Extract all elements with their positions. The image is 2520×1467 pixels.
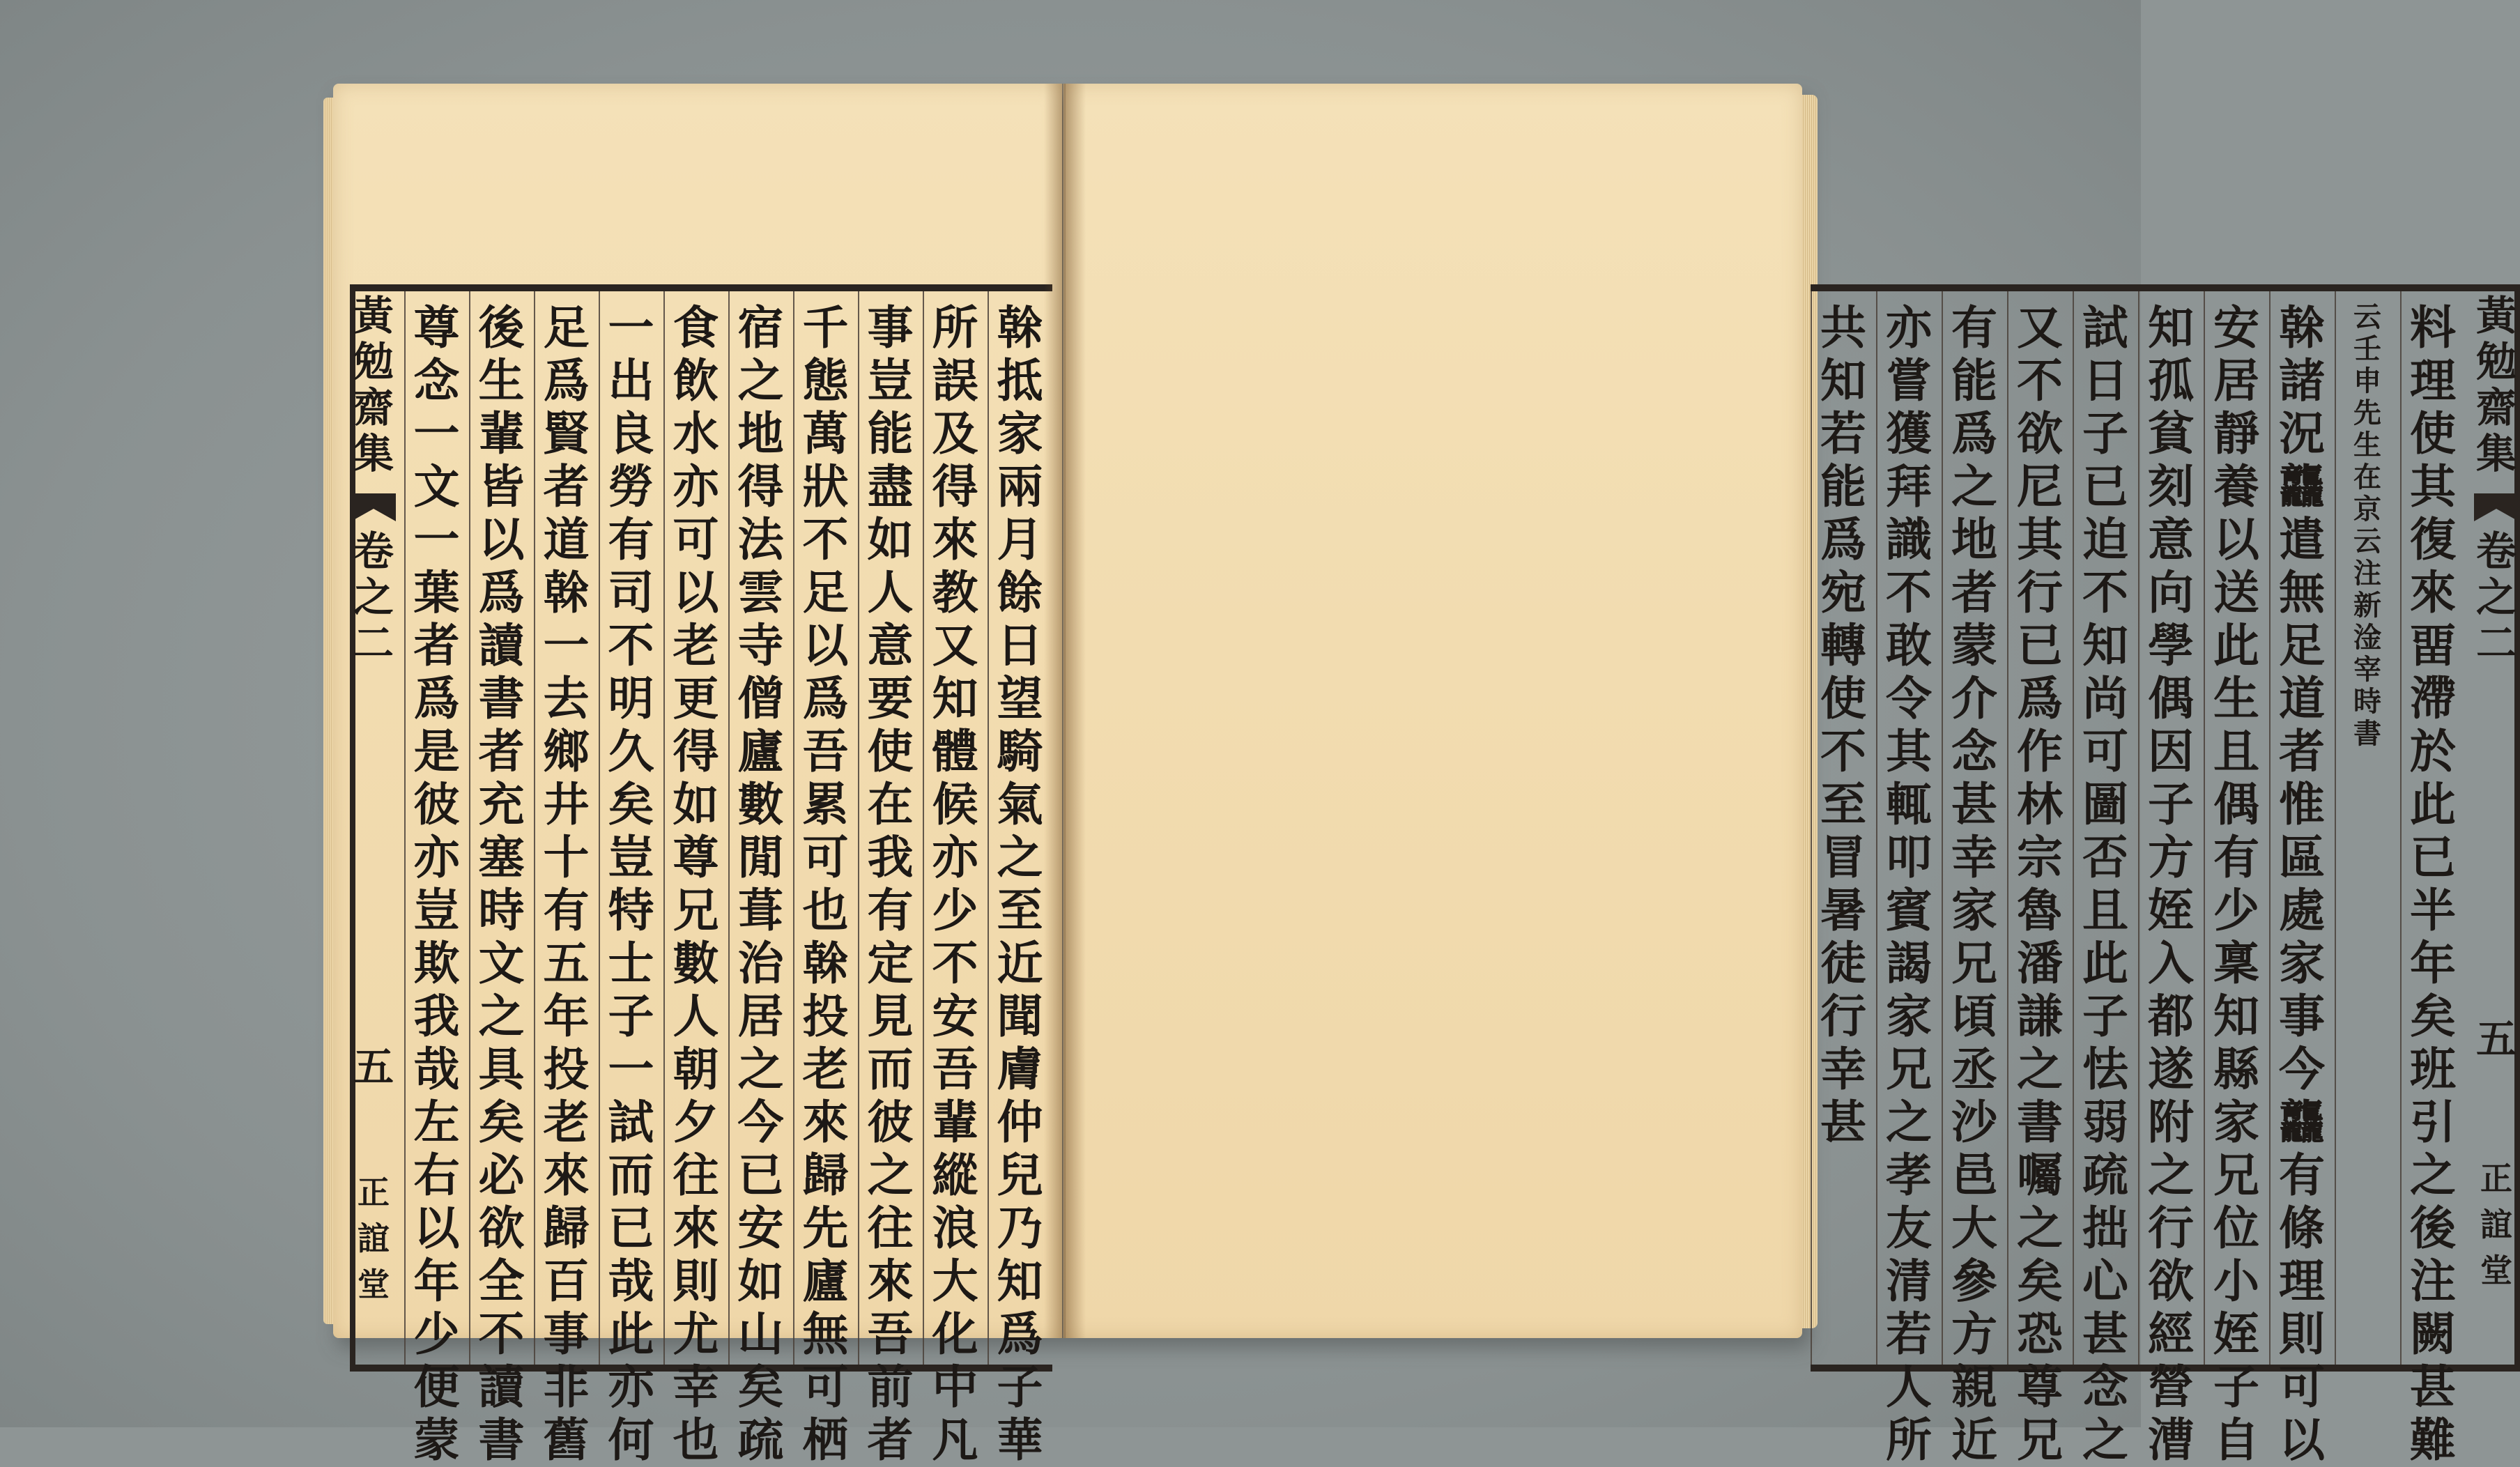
column-rule — [2204, 291, 2205, 1365]
column-rule — [2269, 291, 2271, 1365]
text-column: 料 理 使 其 復 來 畱 滯 於 此 已 半 年 矣 班 引 之 後 注 闕 甚 難 — [2410, 300, 2456, 1467]
column-rule — [1876, 291, 1877, 1365]
text-column: 後 生 輩 皆 以 爲 讀 書 者 充 塞 時 文 之 具 矣 必 欲 全 不 讀 書 — [478, 300, 525, 1467]
column-rule — [534, 291, 535, 1365]
text-column: 亦 嘗 獲 拜 識 不 敢 令 其 輒 叩 賓 謁 家 兄 之 孝 友 清 若 人 所 — [1886, 300, 1932, 1467]
fishtail-mark — [351, 493, 396, 521]
left-page — [333, 84, 1062, 1467]
column-rule — [469, 291, 470, 1365]
right-banxin — [2474, 291, 2519, 1365]
column-rule — [599, 291, 600, 1365]
right-banxin-folio: 五 — [2475, 1015, 2517, 1063]
column-rule — [404, 291, 406, 1365]
right-banxin-studio: 正 誼 堂 — [2480, 1160, 2512, 1289]
column-rule — [2400, 291, 2402, 1365]
column-rule — [988, 291, 989, 1365]
column-rule — [858, 291, 859, 1365]
text-column: 安 居 靜 養 以 送 此 生 且 偶 有 少 稟 知 縣 家 兄 位 小 姪 子 自 — [2213, 300, 2259, 1467]
text-column: 榦 諸 況 龘 遣 無 足 道 者 惟 區 處 家 事 今 龘 有 條 理 則 可 以 — [2279, 300, 2325, 1467]
right-banxin-juan: 卷 之 二 — [2475, 528, 2517, 667]
left-page-frame — [350, 284, 1052, 1467]
text-column: 宿 之 地 得 法 雲 寺 僧 廬 數 閒 葺 治 居 之 今 已 安 如 山 矣 疏 — [737, 300, 784, 1467]
column-rule — [2335, 291, 2336, 1365]
text-column: 千 態 萬 狀 不 足 以 爲 吾 累 可 也 榦 投 老 來 歸 先 廬 無 可 栖 — [802, 300, 849, 1467]
column-rule — [2007, 291, 2008, 1365]
right-banxin-title: 黃 勉 齋 集 — [2475, 292, 2517, 477]
text-column: 事 豈 能 盡 如 人 意 要 使 在 我 有 定 見 而 彼 之 往 來 吾 前 者 — [867, 300, 914, 1467]
book-gutter — [1044, 84, 1086, 1338]
column-rule — [663, 291, 665, 1365]
column-rule — [2073, 291, 2074, 1365]
right-page — [1063, 84, 2517, 1467]
text-column: 有 能 爲 之 地 者 蒙 介 念 甚 幸 家 兄 頃 丞 沙 邑 大 參 方 親 近 — [1951, 300, 1997, 1467]
note-column: 云 壬 申 先 生 在 京 云 注 新 淦 宰 時 書 — [2353, 300, 2381, 750]
column-rule — [728, 291, 730, 1365]
text-column: 尊 念 一 文 一 葉 者 爲 是 彼 亦 豈 欺 我 哉 左 右 以 年 少 便 蒙 — [413, 300, 460, 1467]
column-rule — [2138, 291, 2139, 1365]
text-column: 所 誤 及 得 來 教 又 知 體 候 亦 少 不 安 吾 輩 縱 浪 大 化 中 凡 — [932, 300, 978, 1467]
left-banxin — [351, 291, 396, 1365]
text-column: 榦 抵 家 兩 月 餘 日 望 騎 氣 之 至 近 聞 膚 仲 兒 乃 知 爲 子 華 — [997, 300, 1043, 1467]
text-column: 試 日 子 已 迫 不 知 尚 可 圖 否 且 此 子 怯 弱 疏 拙 心 甚 念 之 — [2082, 300, 2128, 1467]
text-column: 又 不 欲 尼 其 行 已 爲 作 林 宗 魯 潘 謙 之 書 囑 之 矣 恐 尊 兄 — [2017, 300, 2063, 1467]
column-rule — [793, 291, 794, 1365]
left-banxin-folio: 五 — [353, 1043, 394, 1091]
right-page-frame — [1811, 284, 2520, 1467]
column-rule — [923, 291, 924, 1365]
text-column: 足 爲 賢 者 道 榦 一 去 鄉 井 十 有 五 年 投 老 來 歸 百 事 非 舊 — [543, 300, 590, 1467]
text-column: 知 孤 貧 刻 意 向 學 偶 因 子 方 姪 入 都 遂 附 之 行 欲 經 營 漕 — [2148, 300, 2194, 1467]
text-column: 食 飲 水 亦 可 以 老 更 得 如 尊 兄 數 人 朝 夕 往 來 則 尤 幸 也 — [673, 300, 719, 1467]
left-banxin-studio: 正 誼 堂 — [358, 1174, 390, 1303]
fishtail-mark — [2474, 493, 2519, 521]
open-book — [333, 84, 2517, 1467]
column-rule — [1811, 291, 1812, 1365]
text-column: 共 知 若 能 爲 宛 轉 使 不 至 冒 暑 徒 行 幸 甚 — [1820, 300, 1866, 1149]
left-banxin-juan: 卷 之 二 — [353, 528, 394, 667]
column-rule — [1942, 291, 1943, 1365]
left-banxin-title: 黃 勉 齋 集 — [353, 292, 394, 477]
text-column: 一 出 良 勞 有 司 不 明 久 矣 豈 特 士 子 一 試 而 已 哉 此 亦 何 — [608, 300, 654, 1467]
